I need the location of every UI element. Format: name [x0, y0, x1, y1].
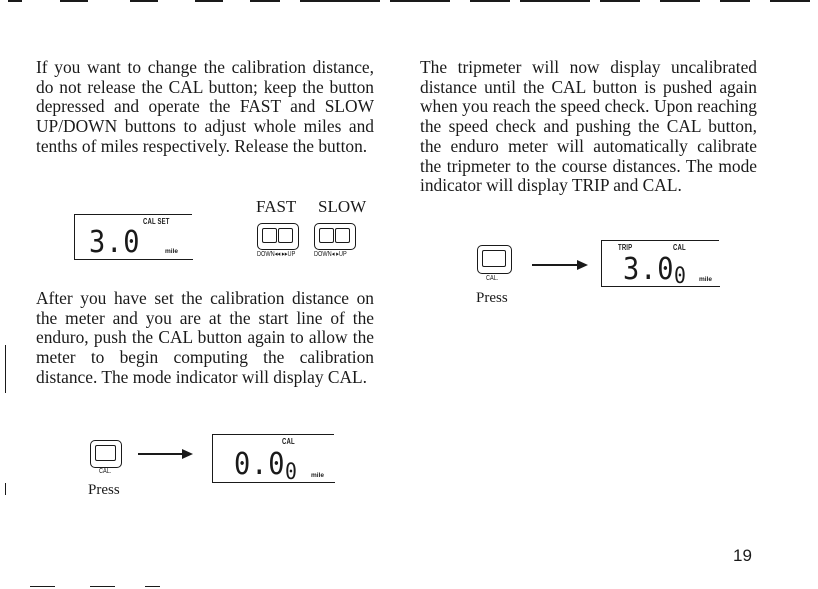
arrow-icon — [138, 453, 183, 455]
calset-display — [74, 214, 192, 259]
button-face — [278, 228, 293, 243]
top-rule — [470, 0, 510, 2]
trip-label: TRIP — [618, 243, 633, 252]
cal-label: CAL — [282, 437, 295, 446]
cal-button[interactable] — [477, 245, 512, 274]
fast-caption: DOWN◂◂ ▸▸UP — [257, 251, 296, 258]
button-face — [482, 250, 506, 267]
top-rule — [770, 0, 810, 2]
bottom-rule — [30, 586, 55, 587]
margin-mark — [5, 345, 6, 393]
cal-button[interactable] — [90, 440, 122, 468]
top-rule — [600, 0, 640, 2]
button-face — [335, 228, 350, 243]
instruction-paragraph-1: If you want to change the calibration distance, do not release the CAL button; keep the button depressed and operate the FAST and SLOW UP/DOWN buttons to adjust whole miles and tenths of miles respectively. Release the button. — [36, 57, 374, 156]
top-rule — [250, 0, 280, 2]
trip-cal-label: CAL — [673, 243, 686, 252]
instruction-paragraph-2: After you have set the calibration distance on the meter and you are at the start line of the enduro, push the CAL button again to allow the meter to begin computing the calibration distance. The mode indicator will display CAL. — [36, 288, 374, 387]
trip-value: 3.0 — [623, 252, 675, 287]
top-rule — [60, 0, 88, 2]
top-rule — [720, 0, 750, 2]
arrow-icon — [532, 264, 578, 266]
top-rule — [195, 0, 223, 2]
instruction-paragraph-3: The tripmeter will now display uncalibrated distance until the CAL button is pushed again when you reach the speed check. Upon reaching the speed check and pushing the CAL button, the enduro meter will automatically calibrate the tripmeter to the course distances. The mode indicator will display TRIP and CAL. — [420, 57, 757, 196]
top-rule — [300, 0, 380, 2]
slow-caption: DOWN◂ ▸UP — [314, 251, 347, 258]
top-rule — [390, 0, 450, 2]
cal-value-tail: 0 — [285, 460, 298, 485]
trip-value-tail: 0 — [674, 264, 687, 289]
slow-updown-button[interactable] — [314, 223, 356, 250]
fast-updown-button[interactable] — [257, 223, 299, 250]
cal-display — [212, 434, 334, 485]
press-label: Press — [88, 482, 120, 498]
cal-button-caption: CAL. — [486, 275, 499, 282]
bottom-rule — [90, 586, 115, 587]
button-face — [262, 228, 277, 243]
margin-mark — [5, 483, 6, 495]
top-rule — [660, 0, 700, 2]
fast-header: FAST — [256, 197, 297, 216]
page-number: 19 — [733, 546, 752, 565]
calset-label: CAL SET — [143, 217, 170, 226]
slow-header: SLOW — [318, 197, 367, 216]
top-rule — [520, 0, 590, 2]
trip-display — [601, 240, 719, 289]
trip-unit: mile — [699, 276, 713, 283]
top-rule — [130, 0, 158, 2]
cal-unit: mile — [311, 472, 325, 479]
button-face — [319, 228, 334, 243]
calset-value: 3.0 — [89, 225, 141, 260]
cal-value: 0.0 — [234, 447, 286, 482]
bottom-rule — [145, 586, 160, 587]
cal-button-caption: CAL. — [99, 468, 112, 475]
button-face — [95, 445, 116, 461]
top-rule — [8, 0, 22, 2]
calset-unit: mile — [165, 248, 179, 255]
press-label: Press — [476, 290, 508, 306]
